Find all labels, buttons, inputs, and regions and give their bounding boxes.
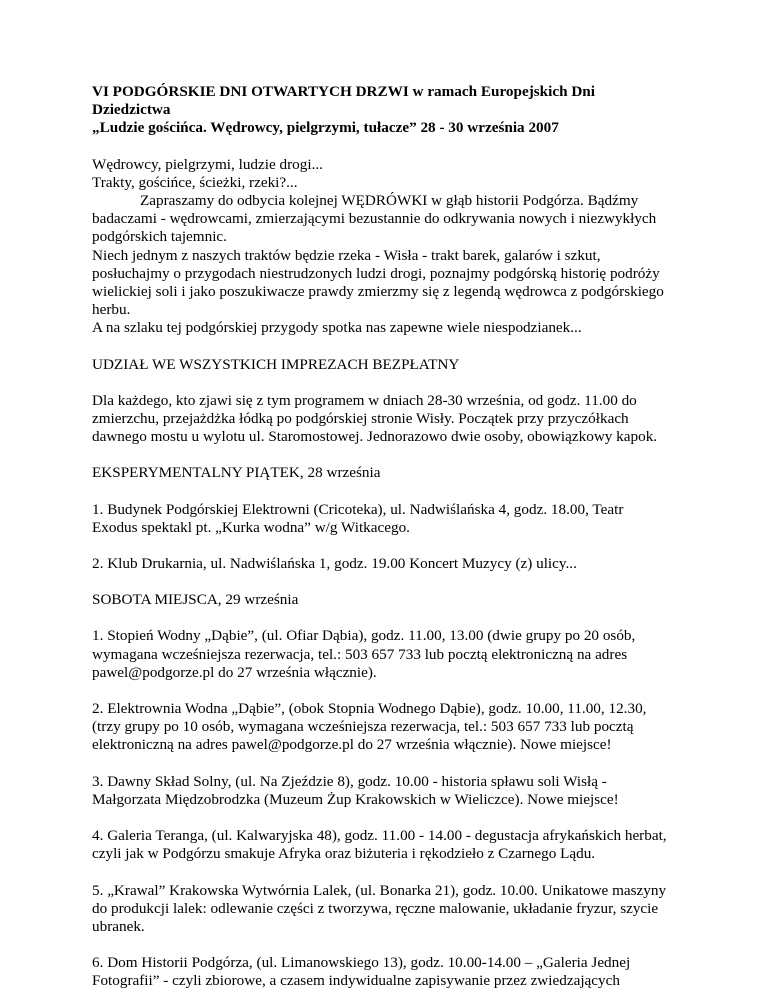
saturday-item: 1. Stopień Wodny „Dąbie”, (ul. Ofiar Dąbia), godz. 11.00, 13.00 (dwie grupy po 20 osób, wymagana wcześniejsza rezerwacja, tel.: 503 657 733 lub pocztą elektroniczną na adres pawel@podgorze.pl do 27 września włącznie). xyxy=(92,627,636,681)
saturday-item: 3. Dawny Skład Solny, (ul. Na Zjeździe 8), godz. 10.00 - historia spławu soli Wisłą - Małgorzata Międzobrodzka (Muzeum Żup Krakowskich w Wieliczce). Nowe miejsce! xyxy=(92,772,619,808)
intro-line: Wędrowcy, pielgrzymi, ludzie drogi... xyxy=(92,155,323,173)
friday-heading: EKSPERYMENTALNY PIĄTEK, 28 września xyxy=(92,464,381,482)
saturday-item: 5. „Krawal” Krakowska Wytwórnia Lalek, (ul. Bonarka 21), godz. 10.00. Unikatowe maszyny do produkcji lalek: odlewanie części z tworzywa, ręczne malowanie, układanie fryzur, szycie ubranek. xyxy=(92,881,667,935)
free-entry-heading: UDZIAŁ WE WSZYSTKICH IMPREZACH BEZPŁATNY xyxy=(92,355,460,373)
intro-paragraph: Niech jednym z naszych traktów będzie rzeka - Wisła - trakt barek, galarów i szkut, posłuchajmy o przygodach niestrudzonych ludzi drogi, poznajmy podgórską historię podróży wielickiej soli i jako poszukiwacze prawdy zmierzmy się z legendą wędrowca z podgórskiego herbu. xyxy=(92,246,664,319)
document-title xyxy=(92,83,668,138)
intro-paragraph: Zapraszamy do odbycia kolejnej WĘDRÓWKI w głąb historii Podgórza. Bądźmy badaczami - wędrowcami, zmierzającymi bezustannie do odkrywania nowych i niezwykłych podgórskich tajemnic. xyxy=(92,192,657,246)
saturday-item: 6. Dom Historii Podgórza, (ul. Limanowskiego 13), godz. 10.00-14.00 – „Galeria Jednej Fotografii” - czyli zbiorowe, a czasem indywidualne zapisywanie przez zwiedzających xyxy=(92,954,631,990)
title-line-1: VI PODGÓRSKIE DNI OTWARTYCH DRZWI w ramach Europejskich Dni Dziedzictwa xyxy=(92,83,595,119)
saturday-heading: SOBOTA MIEJSCA, 29 września xyxy=(92,591,299,609)
intro-line: A na szlaku tej podgórskiej przygody spotka nas zapewne wiele niespodzianek... xyxy=(92,319,582,337)
saturday-item: 2. Elektrownia Wodna „Dąbie”, (obok Stopnia Wodnego Dąbie), godz. 10.00, 11.00, 12.30, (trzy grupy po 10 osób, wymagana wcześniejsza rezerwacja, tel.: 503 657 733 lub pocztą elektroniczną na adres pawel@podgorze.pl do 27 września włącznie). Nowe miejsce! xyxy=(92,700,647,754)
saturday-item: 4. Galeria Teranga, (ul. Kalwaryjska 48), godz. 11.00 - 14.00 - degustacja afrykańskich herbat, czyli jak w Podgórzu smakuje Afryka oraz biżuteria i rękodzieło z Czarnego Lądu. xyxy=(92,827,667,863)
intro-block xyxy=(92,156,668,338)
friday-item: 1. Budynek Podgórskiej Elektrowni (Cricoteka), ul. Nadwiślańska 4, godz. 18.00, Teatr Exodus spektakl pt. „Kurka wodna” w/g Witkacego. xyxy=(92,500,624,536)
boat-ride-paragraph: Dla każdego, kto zjawi się z tym programem w dniach 28-30 września, od godz. 11.00 do zmierzchu, przejażdżka łódką po podgórskiej stronie Wisły. Początek przy przyczółkach dawnego mostu u wylotu ul. Staromostowej. Jednorazowo dwie osoby, obowiązkowy kapok. xyxy=(92,391,658,446)
title-line-2: „Ludzie gościńca. Wędrowcy, pielgrzymi, tułacze” 28 - 30 września 2007 xyxy=(92,119,559,137)
friday-item: 2. Klub Drukarnia, ul. Nadwiślańska 1, godz. 19.00 Koncert Muzycy (z) ulicy... xyxy=(92,555,577,573)
intro-line: Trakty, gościńce, ścieżki, rzeki?... xyxy=(92,173,298,191)
